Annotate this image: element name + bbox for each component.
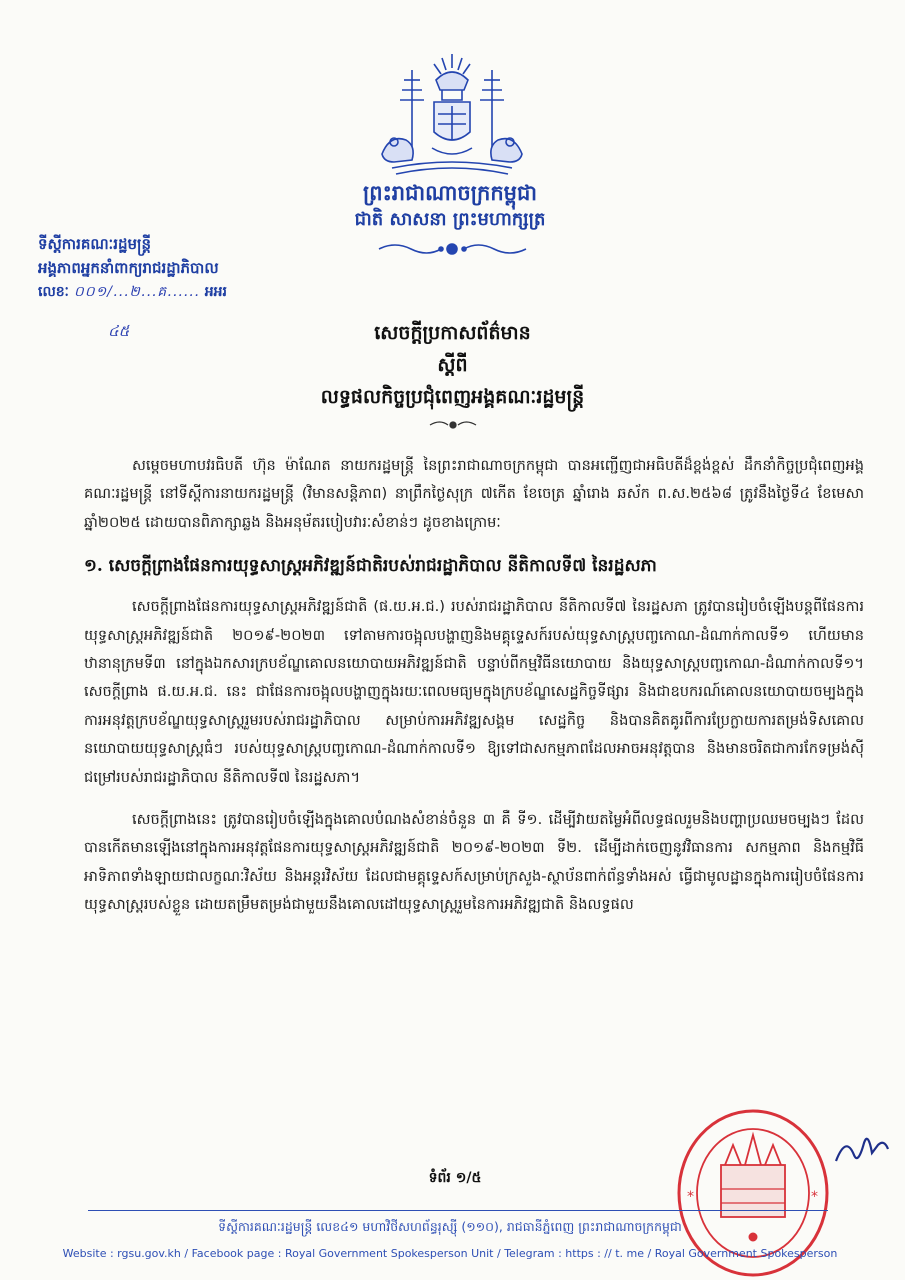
- title-ornament-icon: [428, 417, 478, 433]
- header-ornament-icon: [375, 239, 530, 259]
- section-1-heading: ១. សេចក្តីព្រាងផែនការយុទ្ធសាស្ត្រអភិវឌ្ឍន៍ជាតិរបស់រាជរដ្ឋាភិបាល នីតិកាលទី៧ នៃរដ្ឋសភា: [84, 556, 657, 577]
- document-body: [84, 452, 864, 934]
- ref-label: លេខៈ: [38, 284, 69, 300]
- issuing-office: [38, 232, 358, 304]
- national-motto: ជាតិ សាសនា ព្រះមហាក្សត្រ: [354, 209, 546, 230]
- handwritten-note: ៤៥: [108, 322, 130, 340]
- kingdom-name: ព្រះរាជាណាចក្រកម្ពុជា: [362, 180, 537, 205]
- signature-icon: [832, 1125, 892, 1173]
- footer-links: Website : rgsu.gov.kh / Facebook page : Royal Government Spokesperson Unit / Telegram : https : // t. me / Royal Government Spokesperson: [62, 1247, 838, 1260]
- page-number: ទំព័រ ១/៥: [428, 1170, 482, 1186]
- footer-divider: [88, 1210, 828, 1211]
- kingdom-header: [300, 180, 600, 232]
- royal-emblem-icon: [372, 50, 532, 180]
- office-line-2: អង្គភាពអ្នកនាំពាក្យរាជរដ្ឋាភិបាល: [38, 259, 219, 277]
- footer-address: ទីស្តីការគណៈរដ្ឋមន្ត្រី លេខ៤១ មហាវិថីសហព័ន្ធរុស្ស៊ី (១១០), រាជធានីភ្នំពេញ ព្រះរាជាណាចក្រកម្ពុជា: [218, 1219, 682, 1234]
- ref-suffix: អអរ: [204, 284, 227, 300]
- title-line-3: លទ្ធផលកិច្ចប្រជុំពេញអង្គគណៈរដ្ឋមន្ត្រី: [320, 386, 585, 408]
- ref-number: ០០១/...២...គ......: [73, 284, 200, 300]
- document-title: [200, 317, 705, 413]
- svg-text:*: *: [687, 1189, 694, 1205]
- title-line-1: សេចក្តីប្រកាសព័ត៌មាន: [374, 322, 531, 344]
- reference-number: [38, 280, 358, 304]
- svg-text:*: *: [811, 1189, 818, 1205]
- office-line-1: ទីស្តីការគណៈរដ្ឋមន្ត្រី: [38, 235, 152, 253]
- title-line-2: ស្តីពី: [437, 354, 468, 376]
- intro-paragraph: សម្តេចមហាបវរធិបតី ហ៊ុន ម៉ាណែត នាយករដ្ឋមន្ត្រី នៃព្រះរាជាណាចក្រកម្ពុជា បានអញ្ជើញជាអធិបតីដ៏ខ្ពង់ខ្ពស់ ដឹកនាំកិច្ចប្រជុំពេញអង្គគណៈរដ្ឋមន្ត្រី នៅទីស្តីការនាយករដ្ឋមន្ត្រី (វិមានសន្តិភាព) នាព្រឹកថ្ងៃសុក្រ ៧កើត ខែចេត្រ ឆ្នាំរោង ឆស័ក ព.ស.២៥៦៨ ត្រូវនឹងថ្ងៃទី៤ ខែមេសា ឆ្នាំ២០២៥ ដោយបានពិភាក្សាឆ្លង និងអនុម័តរបៀបវារៈសំខាន់ៗ ដូចខាងក្រោមៈ: [84, 457, 864, 531]
- section-1-paragraph-2: សេចក្តីព្រាងនេះ ត្រូវបានរៀបចំឡើងក្នុងគោលបំណងសំខាន់ចំនួន ៣ គឺ ទី១. ដើម្បីវាយតម្លៃអំពីលទ្ធផលរួមនិងបញ្ហាប្រឈមចម្បងៗ ដែលបានកើតមានឡើងនៅក្នុងការអនុវត្តផែនការយុទ្ធសាស្ត្រអភិវឌ្ឍន៍ជាតិ ២០១៩-២០២៣ ទី២. ដើម្បីដាក់ចេញនូវវិធានការ សកម្មភាព និងកម្មវិធីអាទិភាពទាំងឡាយជាលក្ខណៈវិស័យ និងអន្តរវិស័យ ដែលជាមគ្គុទ្ទេសក៍សម្រាប់ក្រសួង-ស្ថាប័នពាក់ព័ន្ធទាំងអស់ ធ្វើជាមូលដ្ឋានក្នុងការរៀបចំផែនការយុទ្ធសាស្ត្ររបស់ខ្លួន ដោយតម្រឹមតម្រង់ជាមួយនឹងគោលដៅយុទ្ធសាស្ត្ររួមនៃការអភិវឌ្ឍជាតិ និងលទ្ធផល: [84, 811, 864, 914]
- section-1-paragraph-1: សេចក្តីព្រាងផែនការយុទ្ធសាស្ត្រអភិវឌ្ឍន៍ជាតិ (ផ.យ.អ.ជ.) របស់រាជរដ្ឋាភិបាល នីតិកាលទី៧ នៃរដ្ឋសភា ត្រូវបានរៀបចំឡើងបន្តពីផែនការយុទ្ធសាស្ត្រអភិវឌ្ឍន៍ជាតិ ២០១៩-២០២៣ ទៅតាមការចង្អុលបង្ហាញនិងមគ្គុទ្ទេសក៍របស់យុទ្ធសាស្ត្របញ្ចកោណ-ដំណាក់កាលទី១ ហើយមានឋានានុក្រមទី៣ នៅក្នុងឯកសារក្របខ័ណ្ឌគោលនយោបាយអភិវឌ្ឍន៍ជាតិ បន្ទាប់ពីកម្មវិធីនយោបាយ និងយុទ្ធសាស្ត្របញ្ចកោណ-ដំណាក់កាលទី១។ សេចក្តីព្រាង ផ.យ.អ.ជ. នេះ ជាផែនការចង្អុលបង្ហាញក្នុងរយៈពេលមធ្យមក្នុងក្របខ័ណ្ឌសេដ្ឋកិច្ចទីផ្សារ និងជាឧបករណ៍គោលនយោបាយចម្បងក្នុងការអនុវត្តក្របខ័ណ្ឌយុទ្ធសាស្ត្ររួមរបស់រាជរដ្ឋាភិបាល សម្រាប់ការអភិវឌ្ឍសង្គម សេដ្ឋកិច្ច និងបានគិតគូរពីការប្រែក្លាយការតម្រង់ទិសគោលនយោបាយយុទ្ធសាស្ត្រធំៗ របស់យុទ្ធសាស្ត្របញ្ចកោណ-ដំណាក់កាលទី១ ឱ្យទៅជាសកម្មភាពដែលអាចអនុវត្តបាន និងមានចរិតជាការកែទម្រង់ស៊ីជម្រៅរបស់រាជរដ្ឋាភិបាល នីតិកាលទី៧ នៃរដ្ឋសភា។: [84, 598, 864, 786]
